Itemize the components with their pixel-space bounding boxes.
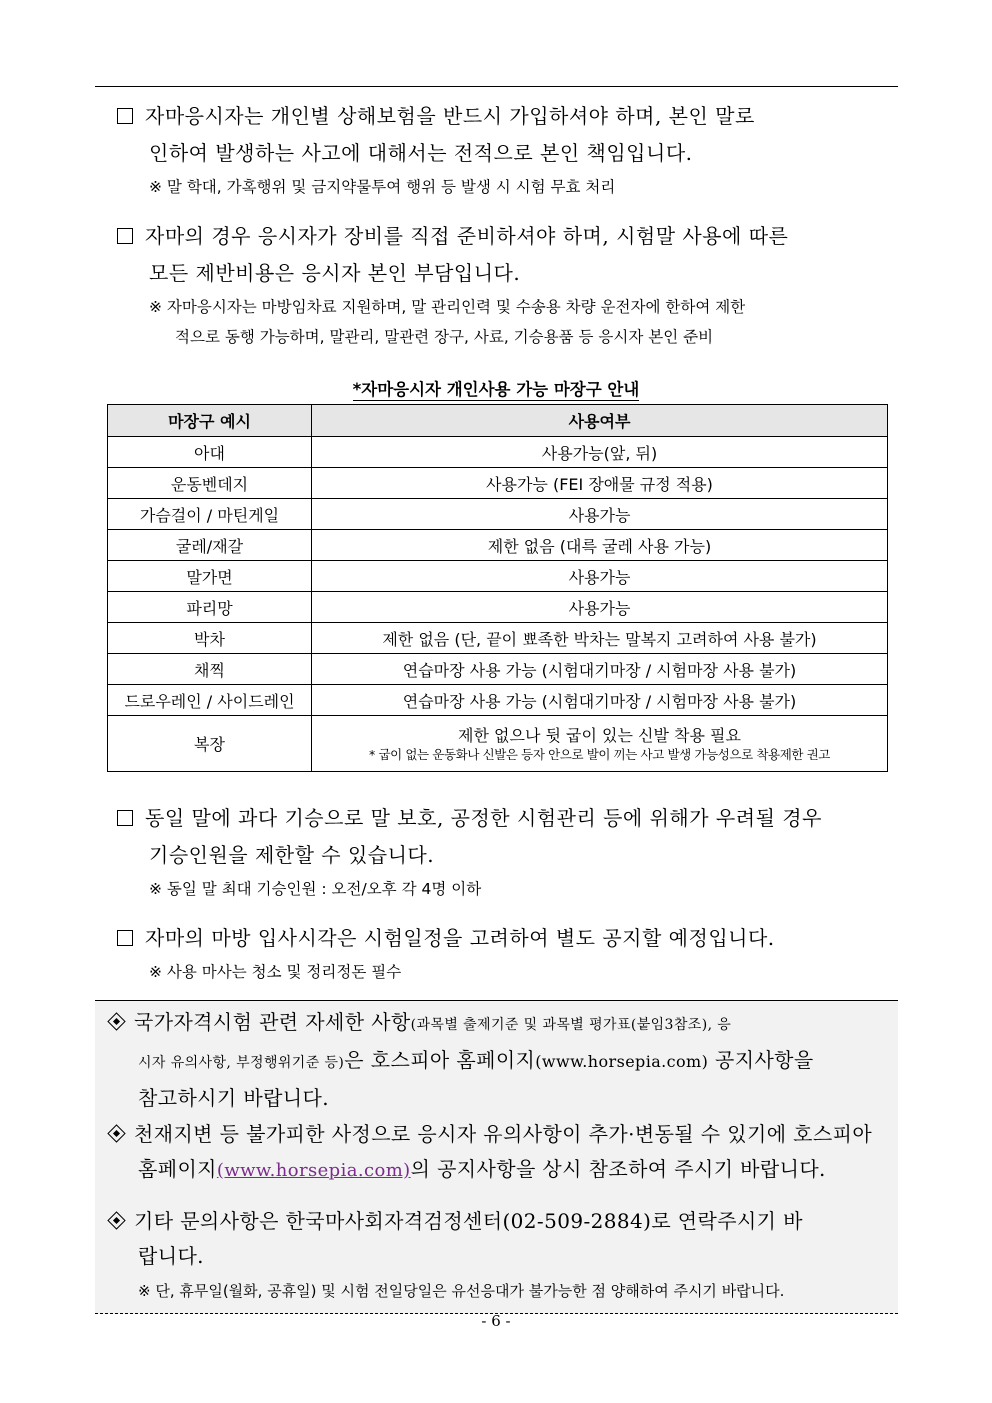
notice-url: (www.horsepia.com)	[535, 1052, 709, 1071]
usage-cell: 연습마장 사용 가능 (시험대기마장 / 시험마장 사용 불가)	[312, 685, 888, 716]
gear-table	[107, 404, 888, 772]
item-cell: 박차	[108, 623, 312, 654]
item-cell: 굴레/재갈	[108, 530, 312, 561]
notice-text-small: 시자 유의사항, 부정행위기준 등)	[138, 1055, 345, 1071]
usage-cell: 사용가능(앞, 뒤)	[312, 437, 888, 468]
section-note: ※ 자마응시자는 마방임차료 지원하며, 말 관리인력 및 수송용 차량 운전자에 한하여 제한	[149, 298, 746, 316]
table-row	[108, 654, 888, 685]
header-usage: 사용여부	[312, 405, 888, 437]
table-row	[108, 623, 888, 654]
section-note: ※ 말 학대, 가혹행위 및 금지약물투여 행위 등 발생 시 시험 무효 처리	[149, 178, 616, 196]
usage-cell	[312, 716, 888, 772]
usage-cell: 연습마장 사용 가능 (시험대기마장 / 시험마장 사용 불가)	[312, 654, 888, 685]
item-cell: 채찍	[108, 654, 312, 685]
section-note: ※ 사용 마사는 청소 및 정리정돈 필수	[149, 963, 402, 981]
section-text: 인하여 발생하는 사고에 대해서는 전적으로 본인 책임입니다.	[149, 141, 693, 165]
usage-sub-note: * 굽이 없는 운동화나 신발은 등자 안으로 발이 끼는 사고 발생 가능성으로 착용제한 권고	[369, 747, 830, 762]
diamond-bullet-icon	[107, 1124, 125, 1142]
notice-text: 홈페이지	[138, 1157, 217, 1181]
table-row	[108, 437, 888, 468]
table-row	[108, 685, 888, 716]
table-row	[108, 530, 888, 561]
notice-text: 국가자격시험 관련 자세한 사항	[134, 1010, 411, 1034]
notice-text: 참고하시기 바랍니다.	[138, 1086, 329, 1110]
notice-item	[106, 1204, 891, 1308]
item-cell: 가슴걸이 / 마틴게일	[108, 499, 312, 530]
item-cell: 파리망	[108, 592, 312, 623]
notice-note: ※ 단, 휴무일(월화, 공휴일) 및 시험 전일당일은 유선응대가 불가능한 점 양해하여 주시기 바랍니다.	[138, 1282, 785, 1300]
diamond-bullet-icon	[107, 1012, 125, 1030]
usage-cell: 제한 없음 (단, 끝이 뾰족한 박차는 말복지 고려하여 사용 불가)	[312, 623, 888, 654]
item-cell: 운동벤데지	[108, 468, 312, 499]
section-text: 동일 말에 과다 기승으로 말 보호, 공정한 시험관리 등에 위해가 우려될 경우	[145, 806, 822, 830]
section-text: 자마의 마방 입사시각은 시험일정을 고려하여 별도 공지할 예정입니다.	[145, 926, 775, 950]
notice-text-small: (과목별 출제기준 및 과목별 평가표(붙임3참조), 응	[410, 1017, 732, 1033]
table-row	[108, 499, 888, 530]
section-text: 자마응시자는 개인별 상해보험을 반드시 가입하셔야 하며, 본인 말로	[145, 104, 755, 128]
table-row	[108, 468, 888, 499]
top-rule	[95, 86, 898, 87]
checkbox-square-icon	[117, 108, 133, 124]
notice-text: 의 공지사항을 상시 참조하여 주시기 바랍니다.	[410, 1157, 826, 1181]
item-cell: 드로우레인 / 사이드레인	[108, 685, 312, 716]
item-cell: 아대	[108, 437, 312, 468]
section-stable-time	[117, 920, 892, 987]
notice-item	[106, 1117, 891, 1188]
section-rider-limit	[117, 800, 892, 904]
section-text: 자마의 경우 응시자가 장비를 직접 준비하셔야 하며, 시험말 사용에 따른	[145, 224, 789, 248]
usage-cell: 제한 없음 (대륵 굴레 사용 가능)	[312, 530, 888, 561]
notice-box	[95, 1000, 898, 1314]
diamond-bullet-icon	[107, 1211, 125, 1229]
table-row	[108, 561, 888, 592]
item-cell: 복장	[108, 716, 312, 772]
usage-cell: 사용가능	[312, 561, 888, 592]
notice-text: 공지사항을	[708, 1048, 814, 1072]
notice-item	[106, 1005, 891, 1116]
notice-text: 기타 문의사항은 한국마사회자격검정센터(02-509-2884)로 연락주시기 바	[134, 1209, 803, 1233]
checkbox-square-icon	[117, 810, 133, 826]
table-row	[108, 592, 888, 623]
checkbox-square-icon	[117, 930, 133, 946]
section-text: 기승인원을 제한할 수 있습니다.	[149, 843, 435, 867]
section-text: 모든 제반비용은 응시자 본인 부담입니다.	[149, 261, 521, 285]
usage-main: 제한 없으나 뒷 굽이 있는 신발 착용 필요	[458, 726, 741, 745]
notice-text: 랍니다.	[138, 1244, 204, 1268]
section-equipment	[117, 218, 892, 352]
table-row	[108, 716, 888, 772]
notice-text: 은 호스피아 홈페이지	[344, 1048, 536, 1072]
page-number: - 6 -	[481, 1312, 511, 1330]
header-item: 마장구 예시	[108, 405, 312, 437]
table-header-row	[108, 405, 888, 437]
section-note: 적으로 동행 가능하며, 말관리, 말관련 장구, 사료, 기승용품 등 응시자 본인 준비	[175, 328, 714, 346]
table-title: *자마응시자 개인사용 가능 마장구 안내	[352, 380, 640, 399]
notice-text: 천재지변 등 불가피한 사정으로 응시자 유의사항이 추가·변동될 수 있기에 호스피아	[134, 1122, 873, 1146]
usage-cell: 사용가능 (FEI 장애물 규정 적용)	[312, 468, 888, 499]
item-cell: 말가면	[108, 561, 312, 592]
horsepia-link[interactable]: (www.horsepia.com)	[216, 1160, 411, 1181]
section-insurance	[117, 98, 892, 202]
checkbox-square-icon	[117, 228, 133, 244]
section-note: ※ 동일 말 최대 기승인원 : 오전/오후 각 4명 이하	[149, 880, 482, 898]
usage-cell: 사용가능	[312, 499, 888, 530]
usage-cell: 사용가능	[312, 592, 888, 623]
